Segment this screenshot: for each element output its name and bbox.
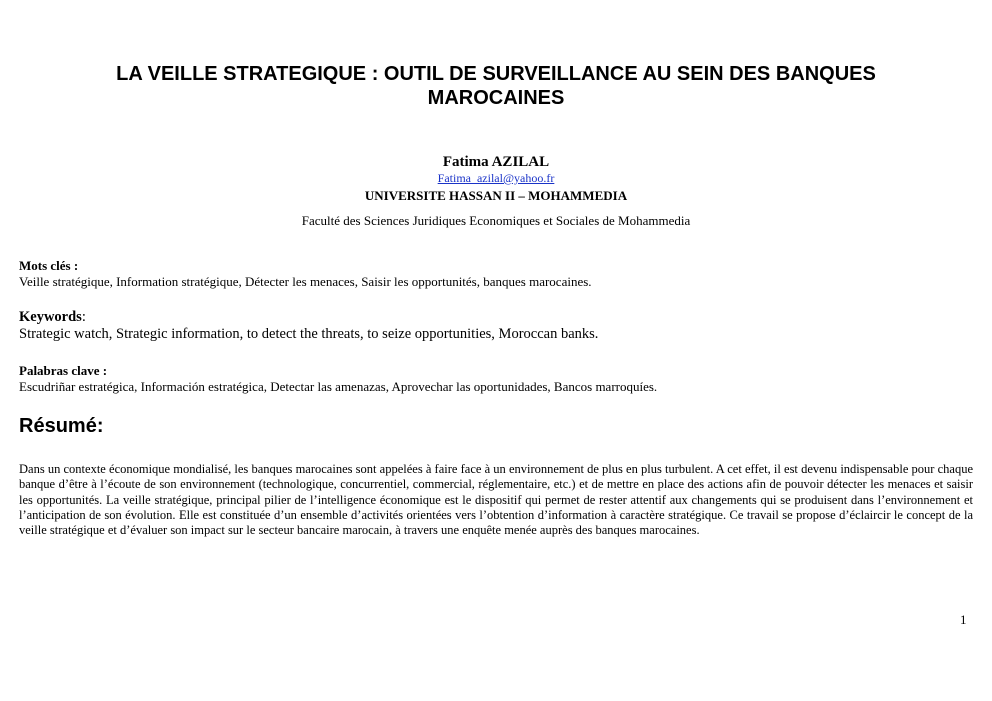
keywords-french-text: Veille stratégique, Information stratégique, Détecter les menaces, Saisir les opportunités, banques marocaines. (19, 274, 592, 289)
abstract-text: Dans un contexte économique mondialisé, les banques marocaines sont appelées à faire face à un environnement de plus en plus turbulent. A cet effet, il est devenu indispensable pour chaque banque d’être à l’écoute de son environnement (technologique, concurrentiel, commercial, réglementaire, etc.) et de mettre en place des actions afin de pouvoir détecter les menaces et saisir les opportunités. La veille stratégique, principal pilier de l’intelligence économique est le dispositif qui permet de rester attentif aux changements qui se produisent dans l’environnement et l’anticipation de son évolution. Elle est constituée d’un ensemble d’activités orientées vers l’obtention d’information à caractère stratégique. Ce travail se propose d’éclaircir le concept de la veille stratégique et d’évaluer son impact sur le secteur bancaire marocain, à travers une enquête menée auprès des banques marocaines. (19, 462, 973, 538)
author-email-line (0, 171, 992, 186)
keywords-english-label-line (19, 309, 974, 326)
keywords-english-label: Keywords (19, 309, 82, 325)
faculty-name: Faculté des Sciences Juridiques Economiques et Sociales de Mohammedia (301, 213, 691, 228)
keywords-english-text: Strategic watch, Strategic information, to detect the threats, to seize opportunities, Moroccan banks. (19, 326, 599, 342)
paper-title: LA VEILLE STRATEGIQUE : OUTIL DE SURVEILLANCE AU SEIN DES BANQUES MAROCAINES (116, 63, 876, 109)
keywords-french (19, 258, 974, 290)
page-number: 1 (960, 612, 967, 627)
keywords-spanish (19, 363, 974, 395)
keywords-english (19, 309, 974, 343)
keywords-spanish-text: Escudriñar estratégica, Información estratégica, Detectar las amenazas, Aprovechar las oportunidades, Bancos marroquíes. (19, 379, 658, 394)
keywords-spanish-label: Palabras clave : (19, 363, 108, 378)
keywords-english-colon: : (81, 309, 86, 325)
author-name: Fatima AZILAL (442, 154, 550, 170)
keywords-french-label: Mots clés : (19, 258, 79, 273)
author-email-link[interactable]: Fatima_azilal@yahoo.fr (437, 171, 555, 185)
university-name: UNIVERSITE HASSAN II – MOHAMMEDIA (364, 188, 628, 203)
abstract-heading: Résumé: (19, 415, 104, 437)
